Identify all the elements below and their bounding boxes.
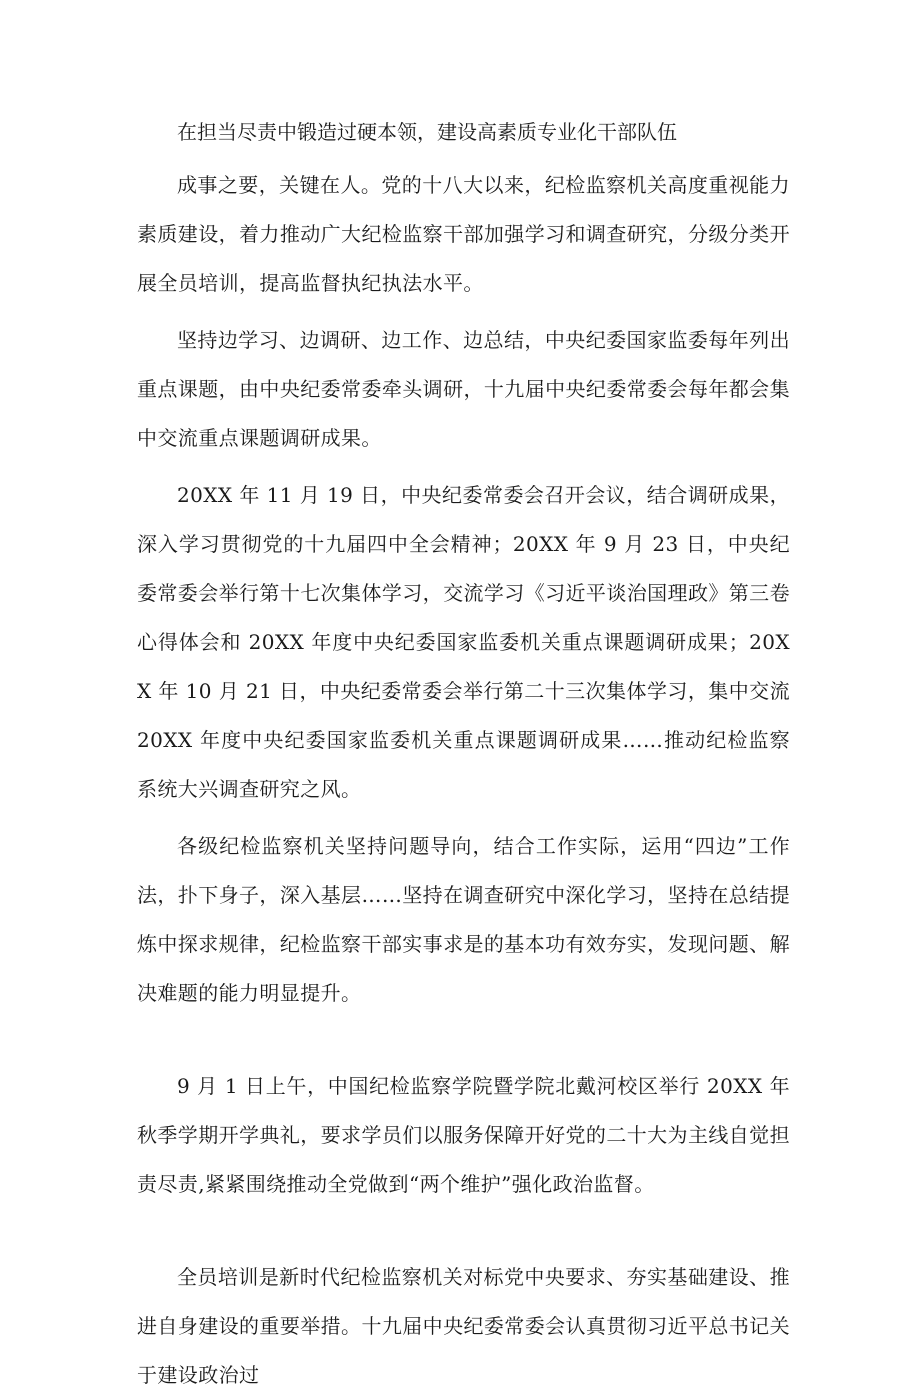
paragraph-spacer xyxy=(137,814,790,822)
paragraph-spacer xyxy=(137,463,790,471)
paragraph-spacer xyxy=(137,308,790,316)
document-title: 在担当尽责中锻造过硬本领，建设高素质专业化干部队伍 xyxy=(177,120,677,144)
paragraph-spacer xyxy=(137,1018,790,1062)
paragraph-2: 坚持边学习、边调研、边工作、边总结，中央纪委国家监委每年列出重点课题，由中央纪委常委牵头调研，十九届中央纪委常委会每年都会集中交流重点课题调研成果。 xyxy=(137,328,790,450)
document-body xyxy=(137,108,790,1400)
paragraph-4: 各级纪检监察机关坚持问题导向，结合工作实际，运用“四边”工作法，扑下身子，深入基层……坚持在调查研究中深化学习，坚持在总结提炼中探求规律，纪检监察干部实事求是的基本功有效夯实，发现问题、解决难题的能力明显提升。 xyxy=(137,834,790,1005)
paragraph-3: 20XX 年 11 月 19 日，中央纪委常委会召开会议，结合调研成果，深入学习贯彻党的十九届四中全会精神；20XX 年 9 月 23 日，中央纪委常委会举行第十七次集体学习，交流学习《习近平谈治国理政》第三卷心得体会和 20XX 年度中央纪委国家监委机关重点课题调研成果；20XX 年 10 月 21 日，中央纪委常委会举行第二十三次集体学习，集中交流 20XX 年度中央纪委国家监委机关重点课题调研成果……推动纪检监察系统大兴调查研究之风。 xyxy=(137,483,790,801)
paragraph-spacer xyxy=(137,1209,790,1253)
paragraph-6: 全员培训是新时代纪检监察机关对标党中央要求、夯实基础建设、推进自身建设的重要举措。十九届中央纪委常委会认真贯彻习近平总书记关于建设政治过 xyxy=(137,1265,790,1387)
paragraph-1: 成事之要，关键在人。党的十八大以来，纪检监察机关高度重视能力素质建设，着力推动广大纪检监察干部加强学习和调查研究，分级分类开展全员培训，提高监督执纪执法水平。 xyxy=(137,173,790,295)
paragraph-5: 9 月 1 日上午，中国纪检监察学院暨学院北戴河校区举行 20XX 年秋季学期开学典礼，要求学员们以服务保障开好党的二十大为主线自觉担责尽责,紧紧围绕推动全党做到“两个维护”强化政治监督。 xyxy=(137,1074,790,1196)
